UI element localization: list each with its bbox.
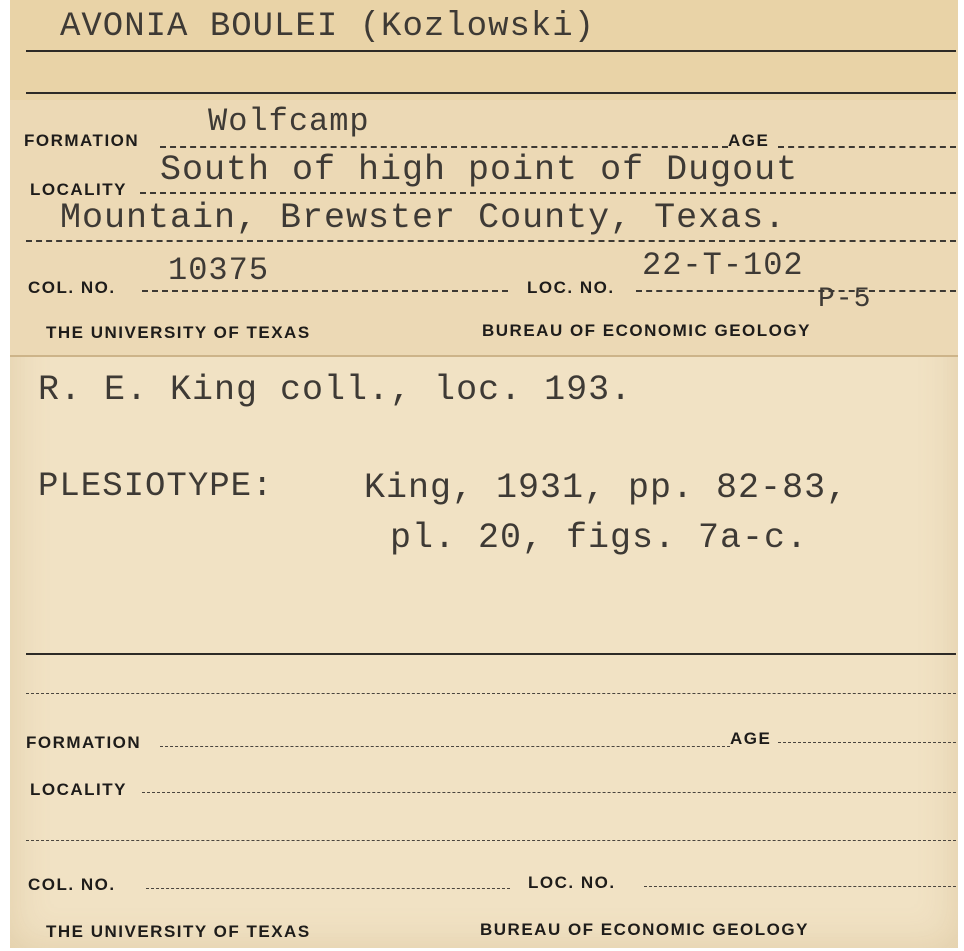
age-label: AGE — [728, 131, 770, 150]
bottom-university-name: THE UNIVERSITY OF TEXAS — [46, 922, 311, 941]
bottom-loc-no-dash-line — [644, 886, 956, 887]
collection-note: R. E. King coll., loc. 193. — [38, 370, 633, 410]
formation-dash-line — [160, 146, 728, 148]
bottom-formation-label: FORMATION — [26, 733, 142, 752]
rule-bottom-1 — [26, 653, 956, 655]
locality-line-2: Mountain, Brewster County, Texas. — [60, 198, 787, 238]
loc-no-extra: P-5 — [818, 284, 872, 315]
col-no-label: COL. NO. — [28, 278, 116, 297]
rule-bottom-2 — [26, 693, 956, 694]
loc-no-label: LOC. NO. — [527, 278, 615, 297]
col-no-value: 10375 — [168, 252, 270, 289]
bottom-locality-dash-line-2 — [26, 840, 956, 841]
plesiotype-line-2: pl. 20, figs. 7a-c. — [390, 518, 809, 558]
bottom-formation-dash-line — [160, 746, 730, 747]
locality-label: LOCALITY — [30, 180, 127, 199]
university-name: THE UNIVERSITY OF TEXAS — [46, 323, 311, 342]
loc-no-dash-line — [636, 290, 956, 292]
card-fold — [10, 355, 958, 357]
loc-no-value: 22-T-102 — [642, 247, 804, 284]
species-name: AVONIA BOULEI (Kozlowski) — [60, 8, 596, 46]
bottom-loc-no-label: LOC. NO. — [528, 873, 616, 892]
age-dash-line — [778, 146, 956, 148]
bureau-name: BUREAU OF ECONOMIC GEOLOGY — [482, 321, 811, 340]
locality-dash-line — [140, 192, 956, 194]
formation-label: FORMATION — [24, 131, 140, 150]
locality-dash-line-2 — [26, 240, 956, 242]
locality-line-1: South of high point of Dugout — [160, 150, 799, 190]
bottom-bureau-name: BUREAU OF ECONOMIC GEOLOGY — [480, 920, 809, 939]
formation-value: Wolfcamp — [208, 103, 370, 140]
rule-top-1 — [26, 50, 956, 52]
bottom-locality-label: LOCALITY — [30, 780, 127, 799]
plesiotype-line-1: King, 1931, pp. 82-83, — [364, 468, 849, 508]
bottom-col-no-dash-line — [146, 888, 510, 889]
bottom-col-no-label: COL. NO. — [28, 875, 116, 894]
rule-top-2 — [26, 92, 956, 94]
bottom-age-dash-line — [778, 742, 956, 743]
plesiotype-label: PLESIOTYPE: — [38, 468, 274, 506]
specimen-label-card — [10, 0, 958, 948]
bottom-locality-dash-line — [142, 792, 956, 793]
col-no-dash-line — [142, 290, 508, 292]
bottom-age-label: AGE — [730, 729, 772, 748]
